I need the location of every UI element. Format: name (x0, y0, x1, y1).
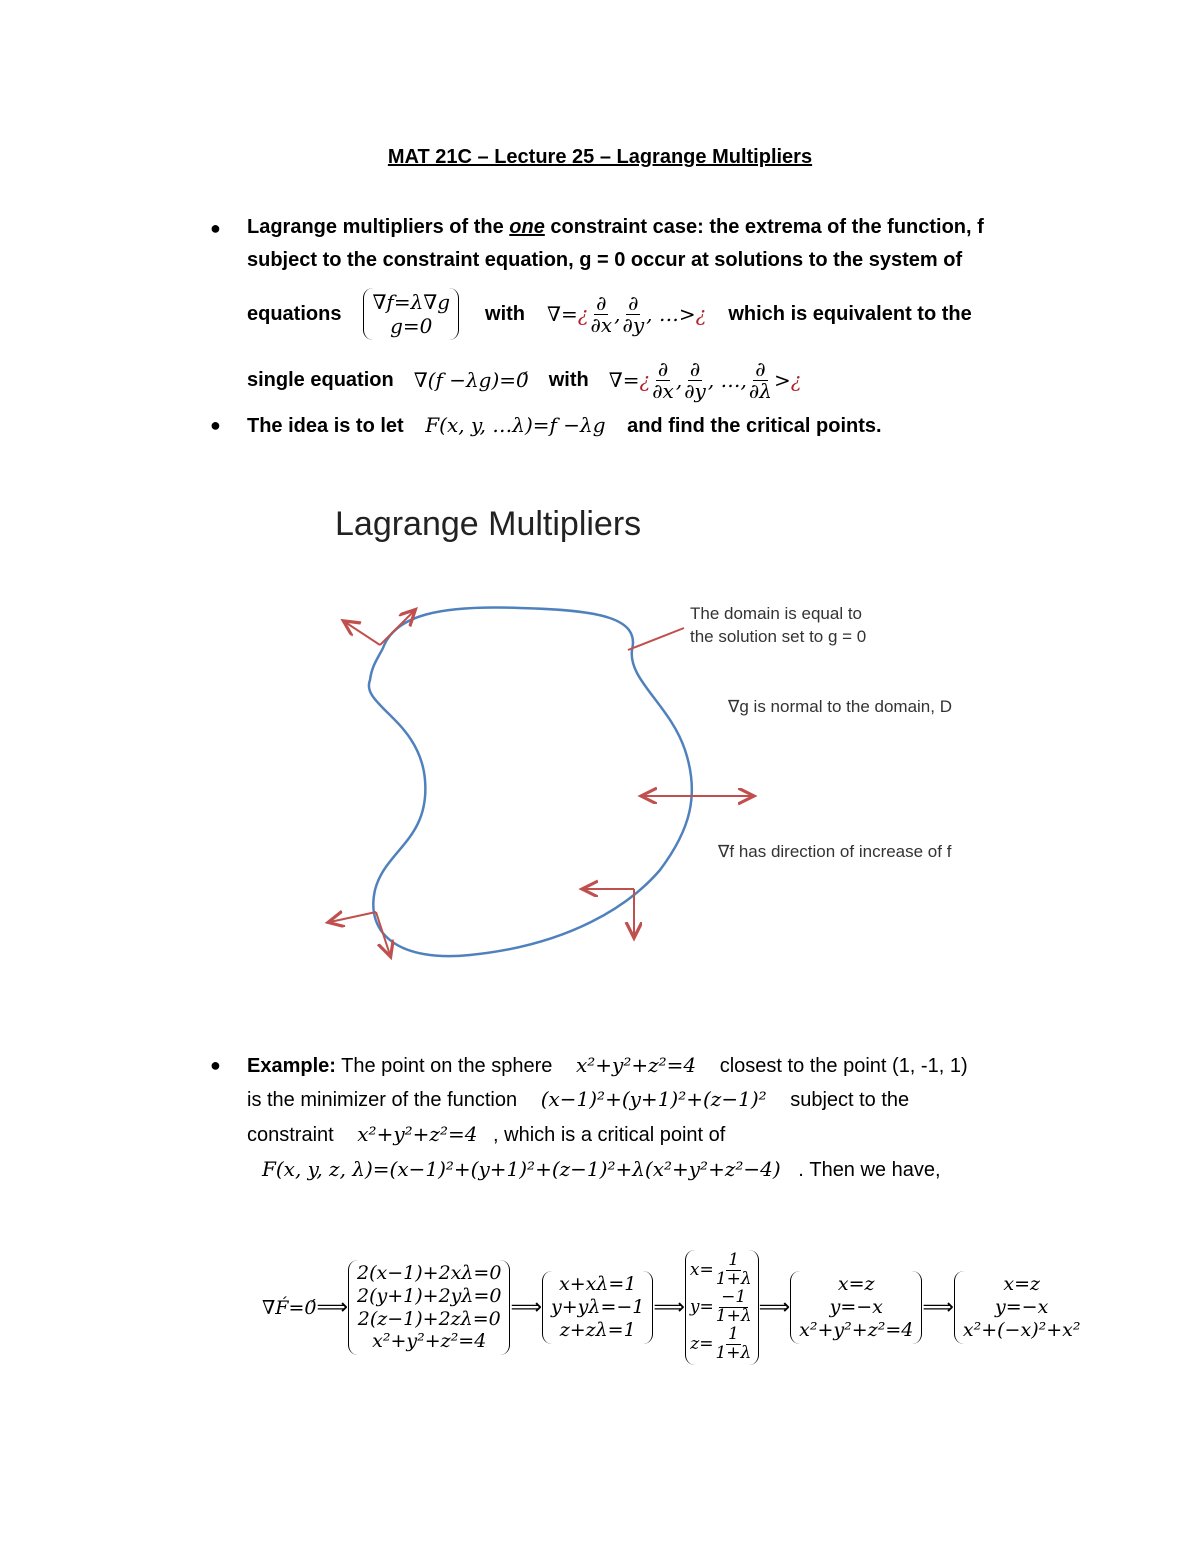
equations-label: equations (247, 302, 342, 325)
bullet1-text-a: Lagrange multipliers of the (247, 216, 510, 238)
normal-arrow (345, 622, 380, 645)
example-text: The point on the sphere (335, 1055, 553, 1077)
frac-den: ∂y (684, 378, 706, 403)
system-row: x²+(−x)²+x² (962, 1318, 1081, 1341)
bullet2-math: F(x, y, …λ)=f −λg (425, 413, 606, 437)
bullet1-line4: single equation ∇(f −λg)=0́ with ∇= ¿ $\frac{\partial}{\partial x}$ , $\frac{\partial}{\partial y}$ , …, $\frac{\partial}{\partial\lambda}$ > ¿ (247, 356, 802, 403)
fraction (715, 1323, 752, 1363)
fraction (716, 1289, 752, 1326)
system-row (690, 1323, 753, 1363)
system-row: y=−x (829, 1296, 883, 1319)
system-row: x+xλ=1 (558, 1273, 637, 1296)
figure-label-domain-2: the solution set to g = 0 (690, 627, 867, 646)
example-text: closest to the point (1, -1, 1) (719, 1055, 968, 1077)
sphere-equation: x²+y²+z²=4 (575, 1053, 697, 1077)
page-title: MAT 21C – Lecture 25 – Lagrange Multipliers (387, 146, 813, 168)
nabla-def: ∇= (547, 302, 578, 326)
example-line4 (262, 1157, 941, 1182)
constraint-curve (369, 607, 692, 956)
frac-num: 1 (728, 1250, 740, 1271)
system-5 (954, 1271, 1089, 1343)
with-label: with (548, 368, 589, 391)
equiv-text: which is equivalent to the (728, 302, 972, 325)
pointer-line (628, 628, 684, 650)
system-row: 2(y+1)+2yλ=0 (357, 1284, 502, 1307)
system-row: g=0 (390, 314, 433, 338)
implies-arrow: ⟹ (758, 1295, 791, 1320)
lhs: z= (690, 1333, 714, 1354)
system-row: x²+y²+z²=4 (799, 1318, 914, 1341)
implies-arrow: ⟹ (316, 1295, 349, 1320)
figure-label-domain-1: The domain is equal to (690, 604, 862, 623)
frac-den: ∂x (652, 378, 674, 403)
system-2 (542, 1271, 653, 1343)
implies-arrow: ⟹ (922, 1295, 954, 1320)
F-definition: F(x, y, z, λ)=(x−1)²+(y+1)²+(z−1)²+λ(x²+y²+z²−4) (262, 1157, 781, 1181)
lhs: x= (689, 1260, 714, 1281)
bullet1-text-b: constraint case: the extrema of the function, f (544, 216, 984, 238)
nabla-def: ∇= (608, 368, 640, 392)
frac-den: ∂x (590, 312, 613, 337)
system-row: x=z (837, 1273, 875, 1296)
frac-num: ∂ (689, 356, 701, 381)
glyph-close: ¿ (695, 302, 707, 326)
system-3 (685, 1250, 759, 1364)
dots: , …, (707, 368, 747, 392)
bullet1-emphasis: one (509, 216, 545, 238)
bullet-dot: ● (210, 218, 221, 238)
bullet-dot: ● (210, 415, 221, 435)
system-4 (790, 1271, 922, 1343)
example-text: is the minimizer of the function (247, 1089, 518, 1111)
system-row: y=−x (995, 1296, 1049, 1319)
frac-num: −1 (721, 1287, 747, 1308)
frac-num: ∂ (596, 290, 607, 315)
system-row: y+yλ=−1 (551, 1296, 645, 1319)
normal-arrow (376, 912, 390, 955)
glyph-open: ¿ (577, 302, 589, 326)
example-line3 (247, 1122, 725, 1147)
gt: > (773, 368, 791, 392)
example-line1 (247, 1053, 968, 1078)
system-row: 2(x−1)+2xλ=0 (357, 1261, 502, 1284)
system-row: x²+y²+z²=4 (372, 1330, 487, 1353)
example-text: . Then we have, (798, 1159, 941, 1181)
frac-den: ∂y (622, 312, 645, 337)
frac-num: ∂ (755, 356, 766, 381)
bullet1-line3: equations ∇f=λ∇g g=0 with ∇= ¿ $\frac{\partial}{\partial x}$ , $\frac{\partial}{\partial y}$ , …> ¿ which is equivalent to the (247, 290, 972, 338)
system-row (690, 1252, 754, 1289)
frac-den: 1+λ (715, 1342, 752, 1363)
figure-label-grad-g: ∇g is normal to the domain, D (728, 697, 952, 716)
example-line2 (247, 1087, 909, 1112)
single-label: single equation (247, 368, 394, 391)
system-row: z+zλ=1 (559, 1318, 636, 1341)
lhs: y= (689, 1297, 714, 1317)
example-text: constraint (247, 1124, 334, 1146)
implies-arrow: ⟹ (510, 1295, 543, 1320)
example-label: Example: (247, 1055, 336, 1077)
frac-den: 1+λ (715, 1269, 752, 1290)
example-text: , which is a critical point of (493, 1124, 726, 1146)
derivation-chain (262, 1215, 1088, 1400)
example-text: subject to the (790, 1089, 910, 1111)
normal-arrow (380, 611, 414, 645)
bullet-dot: ● (210, 1055, 221, 1075)
gradF-zero: ∇F́=0́ (262, 1296, 317, 1319)
normal-arrow (330, 912, 376, 922)
constraint-equation: x²+y²+z²=4 (357, 1122, 478, 1146)
fraction (716, 1252, 752, 1289)
bullet2-text-b: and find the critical points. (627, 415, 882, 437)
system-row: x=z (1003, 1273, 1041, 1296)
bullet1-line2: subject to the constraint equation, g = 0 occur at solutions to the system of (247, 249, 963, 271)
glyph-open: ¿ (639, 368, 651, 392)
comma-dots: , …> (646, 302, 696, 326)
distance-function: (x−1)²+(y+1)²+(z−1)² (540, 1087, 767, 1111)
glyph-close: ¿ (790, 368, 802, 392)
with-label: with (485, 302, 526, 325)
system-row: ∇f=λ∇g (372, 290, 451, 314)
frac-den: 1+λ (715, 1306, 752, 1326)
implies-arrow: ⟹ (653, 1295, 685, 1320)
system-row: 2(z−1)+2zλ=0 (357, 1307, 501, 1330)
figure-title: Lagrange Multipliers (335, 505, 642, 543)
figure-label-grad-f: ∇f has direction of increase of f (718, 842, 952, 861)
bullet2-text-a: The idea is to let (247, 415, 404, 437)
frac-num: ∂ (657, 356, 669, 381)
frac-num: 1 (727, 1323, 739, 1344)
system-row (690, 1289, 754, 1326)
system-1 (348, 1260, 510, 1355)
frac-num: ∂ (628, 290, 639, 315)
frac-den: ∂λ (748, 378, 772, 403)
single-equation: ∇(f −λg)=0́ (413, 368, 529, 392)
